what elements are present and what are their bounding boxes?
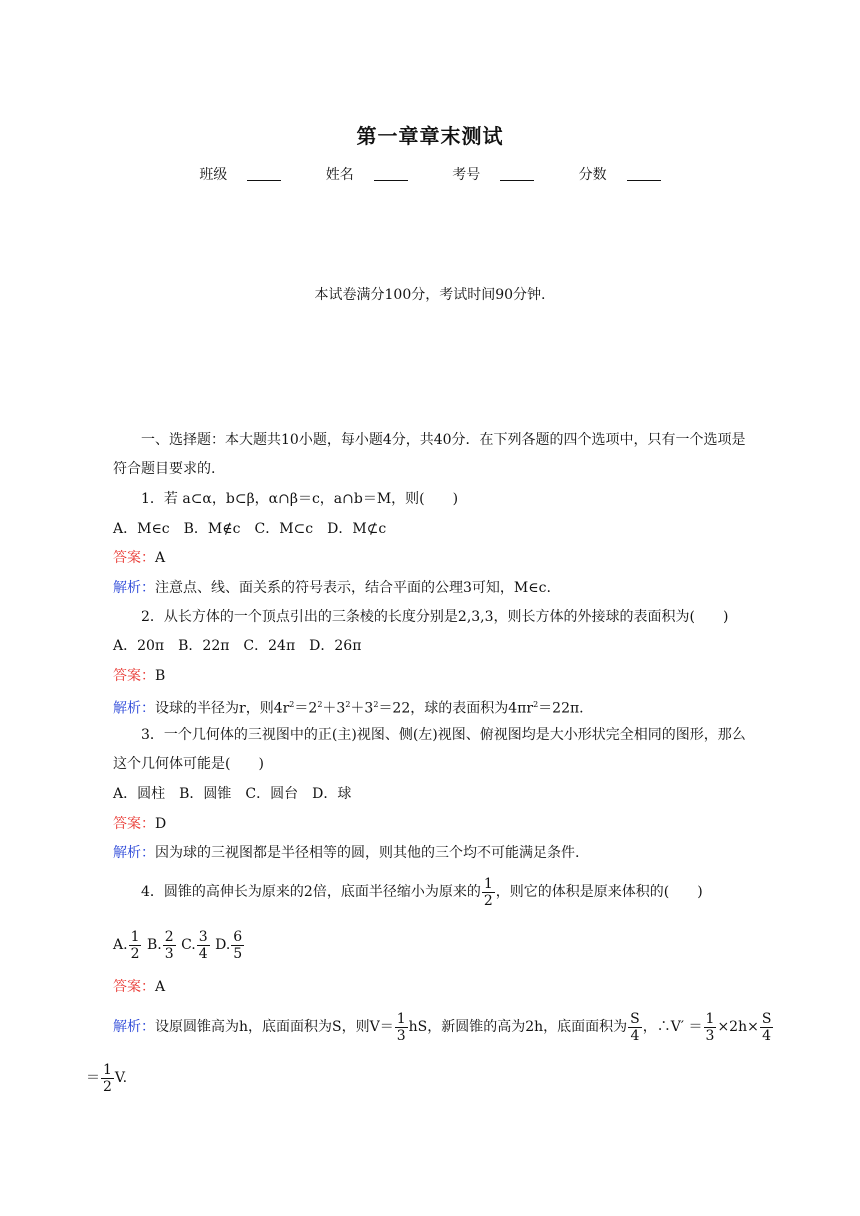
q3-answer: D — [155, 816, 167, 832]
exam-number-field: 考号 — [442, 167, 544, 183]
name-field: 姓名 — [316, 167, 418, 183]
fraction-option-c: $\frac{3}{4}$ — [198, 928, 208, 962]
fraction-option-d: $\frac{6}{5}$ — [233, 928, 243, 962]
name-blank[interactable] — [374, 166, 408, 181]
q4-analysis-line: 解析：设原圆锥高为h，底面面积为S，则V＝ $\frac{1}{3}$ hS，新圆锥的高为2h，底面面积为 $\frac{S}{4}$ ，∴V′ ＝ $\frac{1}{3}$ ×2h× $\frac{S}{4}$ — [113, 1010, 772, 1044]
q4-options: A. $\frac{1}{2}$ B. $\frac{2}{3}$ C. $\frac{3}{4}$ D. $\frac{6}{5}$ — [113, 928, 243, 962]
student-info-fields — [0, 165, 860, 185]
score-blank[interactable] — [627, 166, 661, 181]
analysis-label: 解析： — [113, 700, 155, 717]
q4-answer: A — [155, 979, 166, 995]
q1-options: A．M∈c B．M∉c C．M⊂c D．M⊄c — [113, 521, 387, 537]
fraction-one-third: $\frac{1}{3}$ — [705, 1010, 715, 1044]
q3-analysis-line — [113, 843, 579, 863]
fraction-one-half: $\frac{1}{2}$ — [483, 875, 493, 909]
fraction-option-a: $\frac{1}{2}$ — [130, 928, 140, 962]
exam-number-blank[interactable] — [500, 166, 534, 181]
q2-stem: 2．从长方体的一个顶点引出的三条棱的长度分别是2,3,3，则长方体的外接球的表面积为( ) — [141, 609, 729, 625]
q4-answer-line — [113, 977, 165, 997]
score-field: 分数 — [569, 167, 671, 183]
analysis-label: 解析： — [113, 580, 155, 596]
q1-analysis-line — [113, 578, 551, 598]
fraction-s-over-4: $\frac{S}{4}$ — [761, 1010, 772, 1044]
page-title: 第一章章末测试 — [356, 124, 504, 148]
section-heading-line1: 一、选择题：本大题共10小题，每小题4分，共40分．在下列各题的四个选项中，只有一个选项是 — [141, 432, 746, 448]
answer-label: 答案： — [113, 550, 155, 566]
exam-note: 本试卷满分100分，考试时间90分钟. — [314, 287, 546, 303]
q2-answer-line — [113, 666, 165, 686]
q3-stem-line1: 3．一个几何体的三视图中的正(主)视图、侧(左)视图、俯视图均是大小形状完全相同的图形，那么 — [141, 727, 746, 743]
q1-stem: 1．若 a⊂α，b⊂β，α∩β＝c，a∩b＝M，则( ) — [141, 491, 459, 507]
q4-analysis-end: ＝ $\frac{1}{2}$ V. — [86, 1061, 128, 1095]
q1-answer-line — [113, 548, 165, 568]
q1-analysis: 注意点、线、面关系的符号表示，结合平面的公理3可知，M∈c. — [155, 580, 551, 596]
q1-answer: A — [155, 550, 166, 566]
analysis-label: 解析： — [113, 845, 155, 861]
answer-label: 答案： — [113, 816, 155, 832]
class-blank[interactable] — [247, 166, 281, 181]
fraction-option-b: $\frac{2}{3}$ — [164, 928, 174, 962]
answer-label: 答案： — [113, 979, 155, 995]
q3-answer-line — [113, 814, 166, 834]
fraction-one-half: $\frac{1}{2}$ — [103, 1061, 112, 1095]
section-heading-line2: 符合题目要求的. — [113, 461, 216, 477]
analysis-label: 解析： — [113, 1019, 155, 1035]
fraction-one-third: $\frac{1}{3}$ — [396, 1010, 406, 1044]
q2-analysis-line: 解析：设球的半径为r，则$4r^2=2^2+3^2+3^2=22$，球的表面积为$4\pi r^2=22\pi$. — [113, 700, 584, 717]
q3-stem-line2: 这个几何体可能是( ) — [113, 756, 264, 772]
answer-label: 答案： — [113, 668, 155, 684]
fraction-s-over-4: $\frac{S}{4}$ — [630, 1010, 640, 1044]
q4-stem: 4．圆锥的高伸长为原来的2倍，底面半径缩小为原来的 $\frac{1}{2}$ ，则它的体积是原来体积的( ) — [141, 875, 703, 909]
class-field: 班级 — [189, 167, 291, 183]
q2-options: A．20π B．22π C．24π D．26π — [113, 638, 362, 654]
q2-answer: B — [155, 668, 166, 684]
q3-options: A．圆柱 B．圆锥 C．圆台 D．球 — [113, 786, 352, 802]
q3-analysis: 因为球的三视图都是半径相等的圆，则其他的三个均不可能满足条件. — [155, 845, 580, 861]
